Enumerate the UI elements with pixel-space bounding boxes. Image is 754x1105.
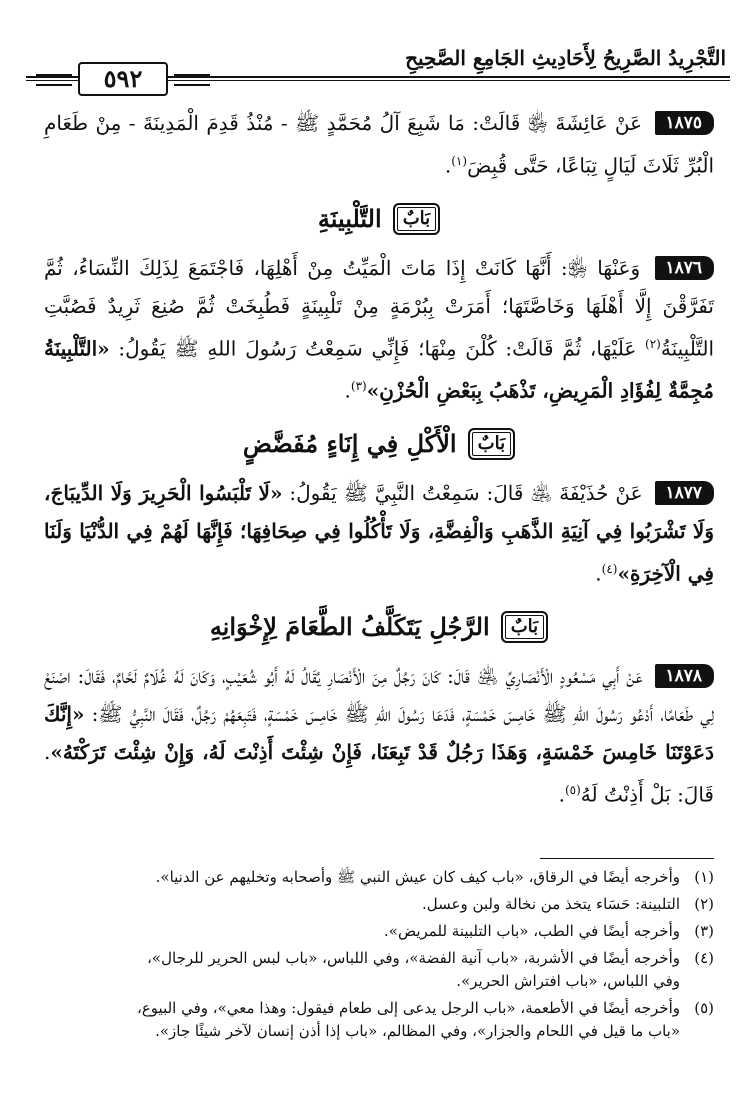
- hadith-text: عَنْ حُذَيْفَةَ ﵁ قَالَ: سَمِعْتُ النَّبِيَّ ﷺ يَقُولُ:: [282, 480, 643, 505]
- bab-badge: بَابٌ: [501, 611, 548, 643]
- chapter-heading-silver-vessel: [44, 424, 714, 464]
- footnote-text: التلبينة: حَسَاء يتخذ من نخالة ولبن وعسل.: [421, 895, 680, 913]
- chapter-title: الرَّجُلِ يَتَكَلَّفُ الطَّعَامَ لِإِخْوَانِهِ: [209, 612, 490, 642]
- footnote-text: وأخرجه أيضًا في الطب، «باب التلبينة للمريض».: [384, 922, 680, 940]
- page-number-ornament-left: [36, 74, 72, 86]
- footnote-number: (١): [694, 868, 714, 886]
- prophetic-quote: «التَّلْبِينَةُ مُجِمَّةٌ لِفُؤَادِ الْمَرِيضِ، تَذْهَبُ بِبَعْضِ الْحُزْنِ»: [44, 336, 714, 403]
- footnote-ref: (٥): [564, 782, 581, 797]
- hadith-text: عَنْ عَائِشَةَ ﵂ قَالَتْ: مَا شَبِعَ آلُ مُحَمَّدٍ ﷺ - مُنْذُ قَدِمَ الْمَدِينَةَ - مِنْ طَعَامِ الْبُرِّ ثَلَاثَ لَيَالٍ تِبَاعًا، حَتَّى قُبِضَ: [44, 111, 714, 178]
- footnote-2: [44, 893, 714, 916]
- footnote-text: وأخرجه أيضًا في الأطعمة، «باب الرجل يدعى إلى طعام فيقول: وهذا معي»، وفي البيوع،: [137, 999, 680, 1017]
- hadith-text-cont: عَلَيْهَا، ثُمَّ قَالَتْ: كُلْنَ مِنْهَا؛ فَإِنِّي سَمِعْتُ رَسُولَ اللهِ ﷺ يَقُولُ:: [109, 336, 646, 361]
- hadith-end: .: [344, 378, 351, 403]
- footnote-number: (٤): [694, 949, 714, 967]
- hadith-number-badge: ١٨٧٨: [655, 664, 714, 688]
- hadith-end: .: [595, 561, 602, 586]
- footnote-ref: (٢): [645, 336, 661, 351]
- main-text: [44, 104, 714, 821]
- hadith-text: عَنْ أَبِي مَسْعُودٍ الْأَنْصَارِيِّ ﵁ قَالَ: كَانَ رَجُلٌ مِنَ الْأَنْصَارِ يُقَالُ لَهُ أَبُو شُعَيْبٍ، وَكَانَ لَهُ غُلَامٌ لَحَّامٌ، فَقَالَ: اصْنَعْ لِي طَعَامًا، أَدْعُو رَسُولَ اللهِ ﷺ خَامِسَ خَمْسَةٍ، فَدَعَا رَسُولَ اللهِ ﷺ خَامِسَ خَمْسَةٍ، فَتَبِعَهُمْ رَجُلٌ، فَقَالَ النَّبِيُّ ﷺ:: [44, 663, 714, 726]
- footnote-5: [44, 997, 714, 1043]
- footnote-1: [44, 866, 714, 889]
- hadith-1877: [44, 474, 714, 593]
- footnote-ref: (٣): [350, 379, 367, 394]
- hadith-text: وَعَنْهَا ﵂: أَنَّهَا كَانَتْ إِذَا مَاتَ الْمَيِّتُ مِنْ أَهْلِهَا، فَاجْتَمَعَ لِذَلِكَ النِّسَاءُ، ثُمَّ تَفَرَّقْنَ إِلَّا أَهْلَهَا وَخَاصَّتَهَا؛ أَمَرَتْ بِبُرْمَةٍ مِنْ تَلْبِينَةٍ فَطُبِخَتْ ثُمَّ صُنِعَ ثَرِيدٌ فَصُبَّتِ التَّلْبِينَةُ: [44, 255, 714, 361]
- footnote-ref: (٤): [601, 561, 618, 576]
- footnote-3: [44, 920, 714, 943]
- footnote-text-cont: وفي اللباس، «باب افتراش الحرير».: [456, 972, 680, 990]
- hadith-number-badge: ١٨٧٦: [655, 256, 714, 280]
- hadith-end: .: [558, 782, 565, 807]
- running-title: التَّجْرِيدُ الصَّرِيحُ لِأَحَادِيثِ الجَامِعِ الصَّحِيحِ: [405, 46, 726, 70]
- hadith-number-badge: ١٨٧٧: [655, 481, 714, 505]
- footnote-text: وأخرجه أيضًا في الرقاق، «باب كيف كان عيش النبي ﷺ وأصحابه وتخليهم عن الدنيا».: [155, 868, 680, 886]
- bab-badge: بَابٌ: [393, 203, 440, 235]
- footnote-ref: (١): [451, 154, 468, 168]
- chapter-heading-hospitality: [44, 607, 714, 647]
- footnote-text-cont: «باب ما قيل في اللحام والجزار»، وفي المظالم، «باب إذا أذن إنسان لآخر شيئًا جاز».: [155, 1022, 680, 1040]
- hadith-text-cont: . قَالَ: بَلْ أَذِنْتُ لَهُ: [44, 739, 714, 807]
- hadith-end: .: [444, 153, 452, 178]
- footnote-text: وأخرجه أيضًا في الأشربة، «باب آنية الفضة»، وفي اللباس، «باب لبس الحرير للرجال»،: [147, 949, 680, 967]
- page-number: ٥٩٢: [78, 62, 168, 96]
- prophetic-quote: «لَا تَلْبَسُوا الْحَرِيرَ وَلَا الدِّيبَاجَ، وَلَا تَشْرَبُوا فِي آنِيَةِ الذَّهَبِ وَالْفِضَّةِ، وَلَا تَأْكُلُوا فِي صِحَافِهَا؛ فَإِنَّهَا لَهُمْ فِي الدُّنْيَا وَلَنَا فِي الْآخِرَةِ»: [44, 480, 714, 586]
- footnote-number: (٢): [694, 895, 714, 913]
- chapter-title: الْأَكْلِ فِي إِنَاءٍ مُفَضَّضٍ: [242, 429, 457, 459]
- prophetic-quote: «إِنَّكَ دَعَوْتَنَا خَامِسَ خَمْسَةٍ، وَهَذَا رَجُلٌ قَدْ تَبِعَنَا، فَإِنْ شِئْتَ أَذِنْتَ لَهُ، وَإِنْ شِئْتَ تَرَكْتَهُ»: [44, 701, 714, 764]
- page-header: [26, 40, 730, 96]
- hadith-1878: [44, 657, 714, 814]
- footnote-number: (٥): [694, 999, 714, 1017]
- footnotes: [44, 866, 714, 1047]
- hadith-1876: [44, 249, 714, 410]
- hadith-1875: [44, 104, 714, 185]
- footnote-number: (٣): [694, 922, 714, 940]
- bab-badge: بَابٌ: [468, 428, 515, 460]
- footnote-separator: [540, 858, 714, 859]
- hadith-number-badge: ١٨٧٥: [655, 111, 714, 135]
- chapter-heading-talbina: [44, 199, 714, 239]
- chapter-title: التَّلْبِينَةِ: [317, 204, 382, 234]
- footnote-4: [44, 947, 714, 993]
- page-number-ornament-right: [174, 74, 210, 86]
